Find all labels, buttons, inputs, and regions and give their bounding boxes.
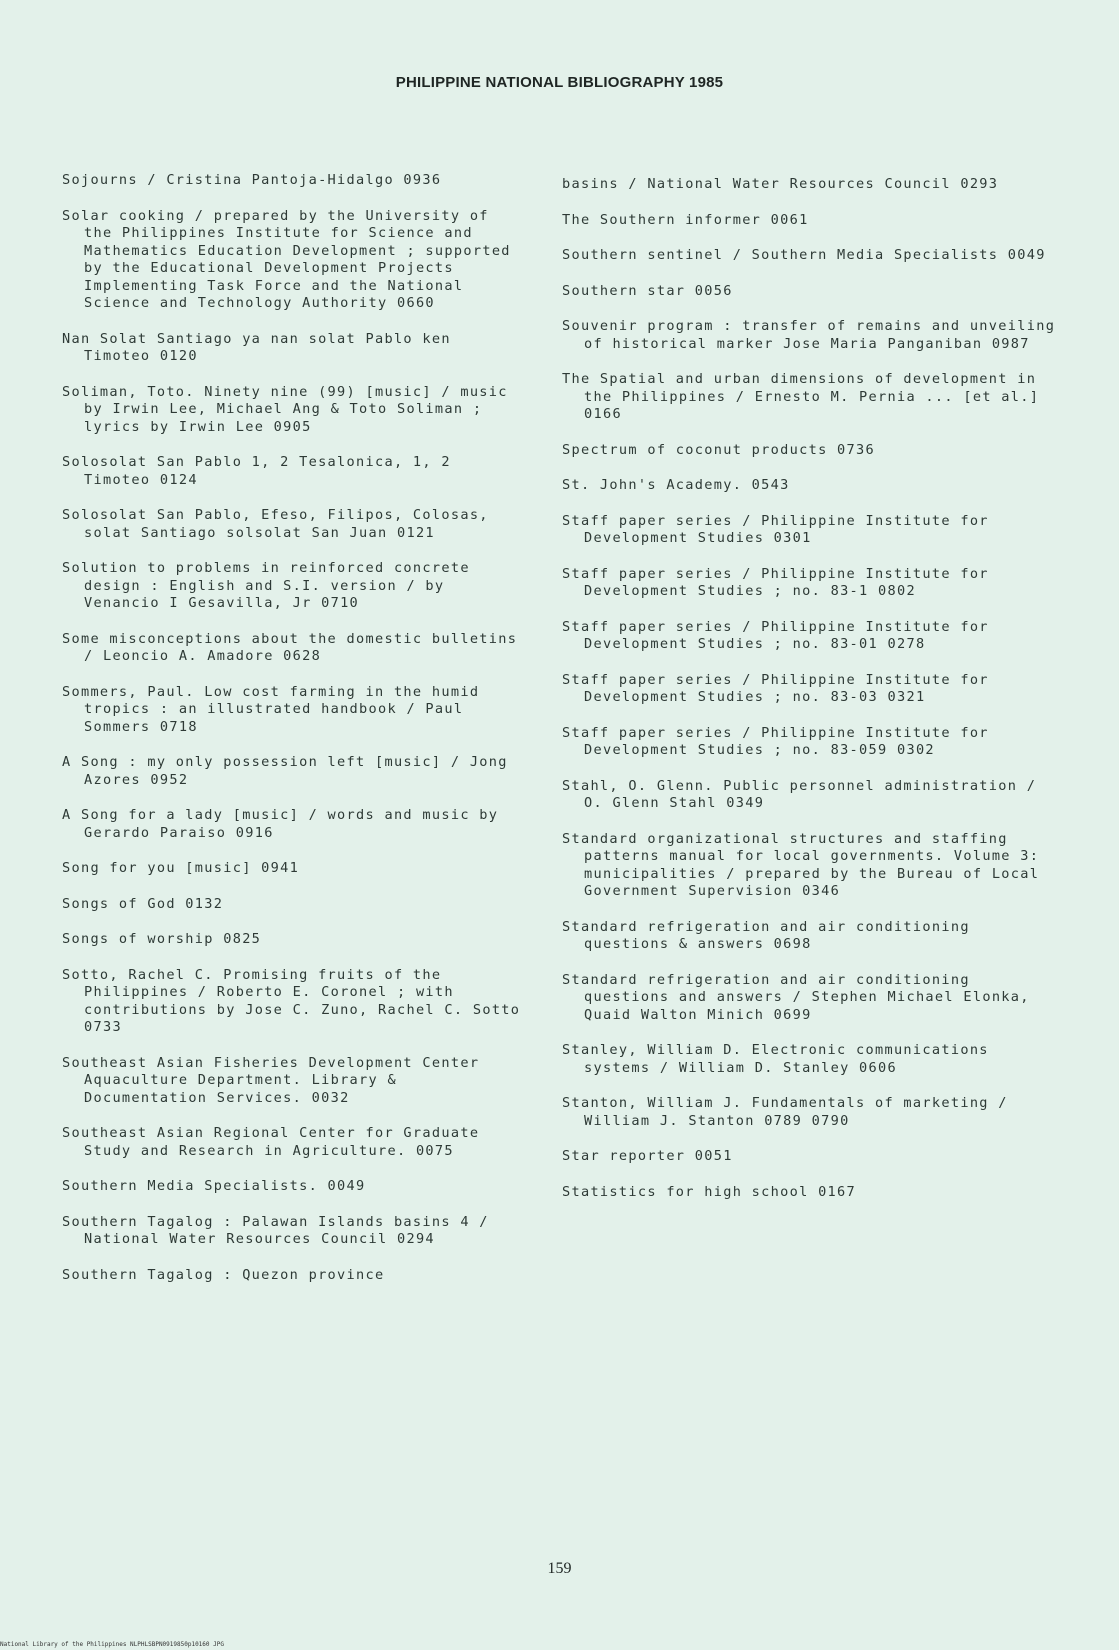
bibliography-entry: Stanton, William J. Fundamentals of marketing / William J. Stanton 0789 0790	[562, 1095, 1008, 1129]
bibliography-entry: Solar cooking / prepared by the University of the Philippines Institute for Science and Mathematics Education Development ; supported by the Educational Development Projects Implementing Task Force and the National Science and Technology Authority 0660	[62, 207, 511, 311]
bibliography-entry: basins / National Water Resources Council 0293	[562, 176, 999, 192]
bibliography-entry: Staff paper series / Philippine Institute for Development Studies ; no. 83-01 0278	[562, 618, 989, 652]
bibliography-entry: Sotto, Rachel C. Promising fruits of the Philippines / Roberto E. Coronel ; with contributions by Jose C. Zuno, Rachel C. Sotto 0733	[62, 966, 521, 1035]
bibliography-entry: Standard refrigeration and air conditioning questions and answers / Stephen Michael Elonka, Quaid Walton Minich 0699	[562, 971, 1030, 1023]
bibliography-entry: Spectrum of coconut products 0736	[562, 441, 875, 458]
bibliography-entry: Songs of worship 0825	[62, 931, 262, 947]
bibliography-entry: Southern Tagalog : Palawan Islands basins 4 / National Water Resources Council 0294	[62, 1213, 489, 1247]
bibliography-entry: St. John's Academy. 0543	[562, 477, 790, 493]
bibliography-entry: Song for you [music] 0941	[62, 860, 300, 876]
bibliography-entry: Nan Solat Santiago ya nan solat Pablo ken Timoteo 0120	[62, 330, 451, 364]
bibliography-entry: Solution to problems in reinforced concrete design : English and S.I. version / by Venancio I Gesavilla, Jr 0710	[62, 560, 470, 611]
bibliography-entry: Staff paper series / Philippine Institute for Development Studies ; no. 83-059 0302	[562, 724, 989, 758]
page-title: PHILIPPINE NATIONAL BIBLIOGRAPHY 1985	[395, 74, 724, 91]
bibliography-entry: Staff paper series / Philippine Institute for Development Studies 0301	[562, 512, 989, 546]
bibliography-entry: Souvenir program : transfer of remains and unveiling of historical marker Jose Maria Panganiban 0987	[562, 318, 1056, 352]
bibliography-entry: A Song : my only possession left [music] / Jong Azores 0952	[62, 754, 508, 788]
bibliography-entry: Sommers, Paul. Low cost farming in the humid tropics : an illustrated handbook / Paul Sommers 0718	[62, 683, 480, 735]
bibliography-entry: Stanley, William D. Electronic communications systems / William D. Stanley 0606	[562, 1042, 989, 1076]
bibliography-entry: Southeast Asian Fisheries Development Center Aquaculture Department. Library & Documentation Services. 0032	[62, 1054, 480, 1106]
bibliography-entry: Standard organizational structures and staffing patterns manual for local governments. Volume 3: municipalities / prepared by the Bureau of Local Government Supervision 0346	[562, 830, 1040, 899]
bibliography-entry: A Song for a lady [music] / words and music by Gerardo Paraiso 0916	[62, 807, 499, 841]
bibliography-entry: Sojourns / Cristina Pantoja-Hidalgo 0936	[62, 172, 442, 188]
page-number: 159	[547, 1560, 572, 1577]
bibliography-entry: Soliman, Toto. Ninety nine (99) [music] / music by Irwin Lee, Michael Ang & Toto Soliman ; lyrics by Irwin Lee 0905	[62, 383, 508, 435]
bibliography-entry: Solosolat San Pablo 1, 2 Tesalonica, 1, 2 Timoteo 0124	[62, 454, 451, 488]
bibliography-entry: Stahl, O. Glenn. Public personnel administration / O. Glenn Stahl 0349	[562, 777, 1037, 811]
bibliography-entry: Star reporter 0051	[562, 1148, 733, 1164]
bibliography-entry: Southern sentinel / Southern Media Specialists 0049	[562, 247, 1046, 263]
bibliography-entry: Statistics for high school 0167	[562, 1183, 857, 1200]
right-column	[562, 176, 1062, 1219]
bibliography-entry: Southern star 0056	[562, 282, 733, 299]
bibliography-entry: Standard refrigeration and air conditioning questions & answers 0698	[562, 918, 970, 952]
bibliography-entry: Solosolat San Pablo, Efeso, Filipos, Colosas, solat Santiago solsolat San Juan 0121	[62, 507, 489, 541]
bibliography-entry: Songs of God 0132	[62, 895, 224, 912]
bibliography-entry: The Spatial and urban dimensions of development in the Philippines / Ernesto M. Pernia ... [et al.] 0166	[562, 371, 1040, 422]
bibliography-entry: Southern Tagalog : Quezon province	[62, 1266, 385, 1283]
source-footer: National Library of the Philippines NLPHLSBPN0919850p10160 JPG	[0, 1641, 224, 1648]
bibliography-entry: Some misconceptions about the domestic bulletins / Leoncio A. Amadore 0628	[62, 630, 518, 664]
bibliography-entry: Southeast Asian Regional Center for Graduate Study and Research in Agriculture. 0075	[62, 1125, 480, 1159]
bibliography-entry: Staff paper series / Philippine Institute for Development Studies ; no. 83-03 0321	[562, 671, 989, 705]
left-column	[62, 172, 522, 1302]
bibliography-entry: Southern Media Specialists. 0049	[62, 1178, 366, 1194]
bibliography-entry: The Southern informer 0061	[562, 211, 809, 228]
bibliography-entry: Staff paper series / Philippine Institute for Development Studies ; no. 83-1 0802	[562, 565, 989, 599]
